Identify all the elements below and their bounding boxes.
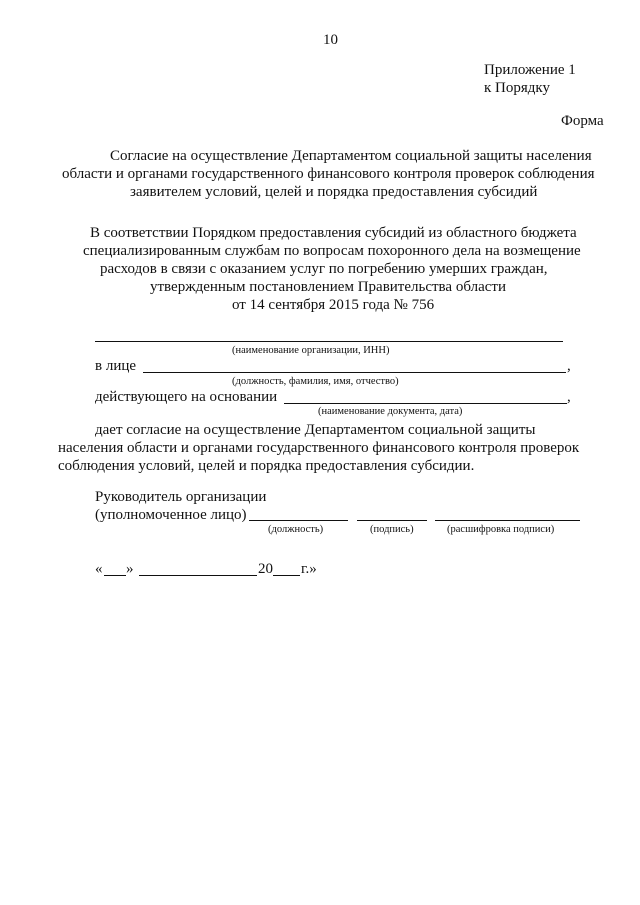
form-label: Форма bbox=[561, 113, 604, 129]
authorized-label: (уполномоченное лицо) bbox=[95, 507, 247, 523]
in-person-line[interactable] bbox=[143, 372, 566, 373]
preamble-line-5: от 14 сентября 2015 года № 756 bbox=[232, 297, 435, 313]
title-line-1: Согласие на осуществление Департаментом социальной защиты населения bbox=[110, 148, 592, 164]
appendix-line-2: к Порядку bbox=[484, 80, 550, 96]
day-line[interactable] bbox=[104, 575, 126, 576]
title-line-2: области и органами государственного финансового контроля проверок соблюдения bbox=[62, 166, 595, 182]
consent-line-1: дает согласие на осуществление Департаментом социальной защиты bbox=[95, 422, 536, 438]
date-close-quote: » bbox=[126, 561, 134, 577]
org-name-line[interactable] bbox=[95, 341, 563, 342]
sign-caption: (подпись) bbox=[370, 524, 414, 535]
preamble-line-1: В соответствии Порядком предоставления субсидий из областного бюджета bbox=[90, 225, 577, 241]
preamble-line-2: специализированным службам по вопросам похоронного дела на возмещение bbox=[83, 243, 581, 259]
date-open-quote: « bbox=[95, 561, 103, 577]
consent-line-2: населения области и органами государственного финансового контроля проверок bbox=[58, 440, 580, 456]
year-prefix: 20 bbox=[258, 561, 273, 577]
decode-caption: (расшифровка подписи) bbox=[447, 524, 555, 535]
position-caption: (должность) bbox=[268, 524, 324, 535]
basis-caption: (наименование документа, дата) bbox=[318, 406, 463, 417]
position-line[interactable] bbox=[249, 520, 348, 521]
year-line[interactable] bbox=[273, 575, 300, 576]
head-label: Руководитель организации bbox=[95, 489, 267, 505]
title-line-3: заявителем условий, целей и порядка предоставления субсидий bbox=[130, 184, 538, 200]
decode-line[interactable] bbox=[435, 520, 580, 521]
preamble-line-3: расходов в связи с оказанием услуг по погребению умерших граждан, bbox=[100, 261, 548, 277]
org-name-caption: (наименование организации, ИНН) bbox=[232, 345, 390, 356]
appendix-line-1: Приложение 1 bbox=[484, 62, 576, 78]
basis-line[interactable] bbox=[284, 403, 567, 404]
in-person-comma: , bbox=[567, 358, 571, 374]
preamble-line-4: утвержденным постановлением Правительства области bbox=[150, 279, 506, 295]
basis-label: действующего на основании bbox=[95, 389, 278, 405]
sign-line[interactable] bbox=[357, 520, 427, 521]
in-person-label: в лице bbox=[95, 358, 137, 374]
year-suffix: г.» bbox=[301, 561, 317, 577]
month-line[interactable] bbox=[139, 575, 257, 576]
consent-line-3: соблюдения условий, целей и порядка предоставления субсидии. bbox=[58, 458, 475, 474]
in-person-caption: (должность, фамилия, имя, отчество) bbox=[232, 376, 399, 387]
basis-comma: , bbox=[567, 389, 571, 405]
page-number: 10 bbox=[323, 32, 338, 48]
